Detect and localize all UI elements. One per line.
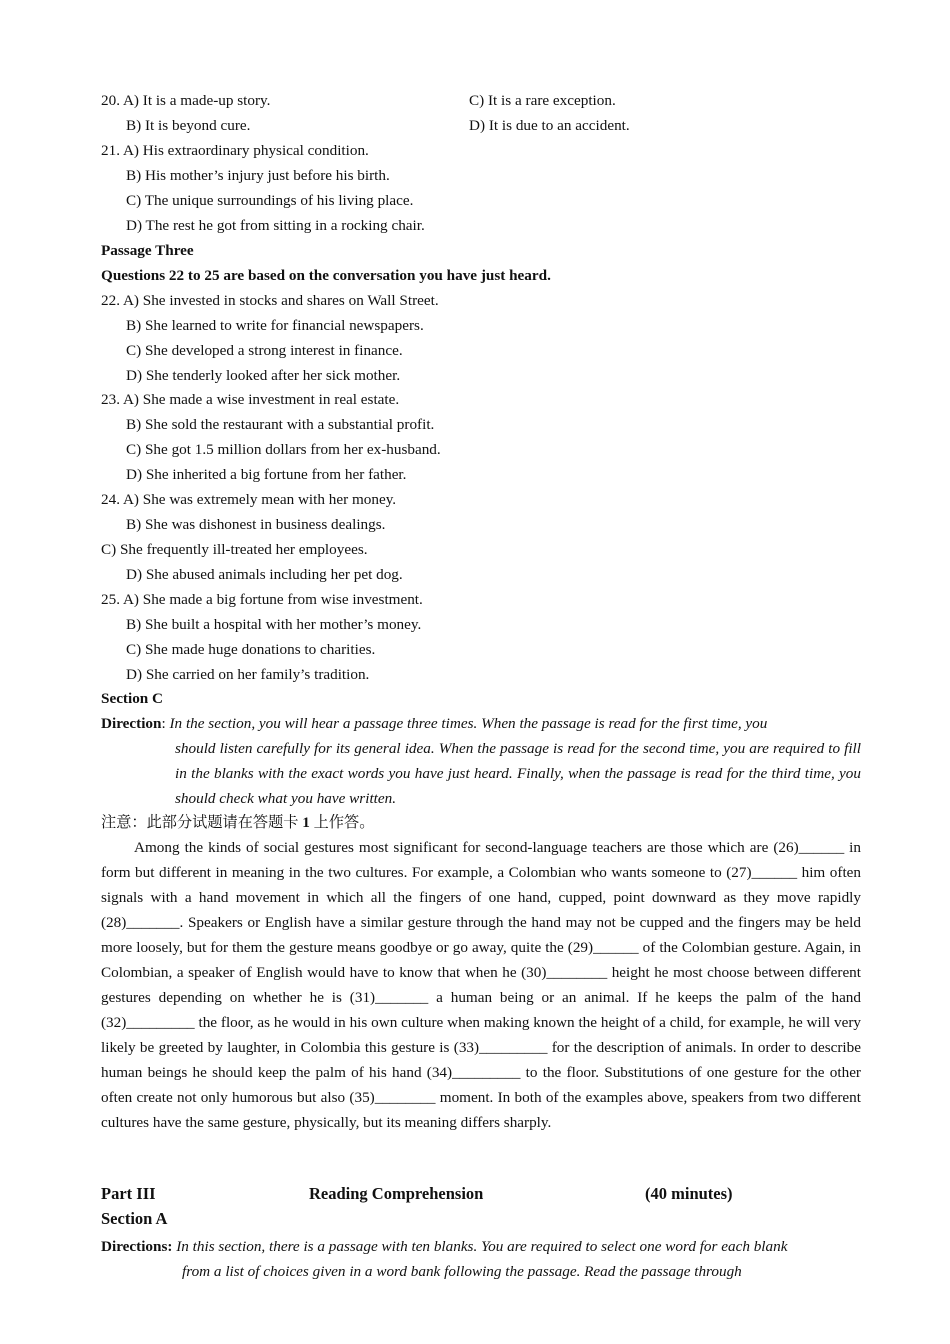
passage-three-title: Passage Three: [101, 242, 194, 259]
q25-option-b: B) She built a hospital with her mother’s money.: [126, 616, 422, 633]
section-c-direction-body: should listen carefully for its general idea. When the passage is read for the second time, you are required to fill in the blanks with the exact words you have just heard. Finally, when the passage is read for the third time, you should check what you have written.: [175, 740, 861, 807]
q24-option-d: D) She abused animals including her pet dog.: [126, 566, 403, 583]
q23-option-d: D) She inherited a big fortune from her father.: [126, 466, 407, 483]
q23-option-c: C) She got 1.5 million dollars from her ex-husband.: [126, 441, 441, 458]
note-pre: 注意：此部分试题请在答题卡: [101, 814, 303, 831]
part-number: Part III: [101, 1184, 156, 1203]
direction-label: Direction: [101, 715, 162, 732]
section-a-directions-first-line: [101, 1237, 787, 1257]
q25-option-d: D) She carried on her family’s tradition.: [126, 666, 370, 683]
q23-option-b: B) She sold the restaurant with a substantial profit.: [126, 416, 435, 433]
direction-text-first: In the section, you will hear a passage three times. When the passage is read for the first time, you: [169, 715, 768, 732]
q22-option-d: D) She tenderly looked after her sick mother.: [126, 367, 401, 384]
part-title: Reading Comprehension: [309, 1184, 484, 1203]
q25-option-a: 25. A) She made a big fortune from wise investment.: [101, 591, 423, 608]
q22-option-b: B) She learned to write for financial newspapers.: [126, 317, 424, 334]
section-c-title: Section C: [101, 690, 164, 707]
dictation-passage: Among the kinds of social gestures most significant for second-language teachers are those which are (26)______ in form but different in meaning in the two cultures. For example, a Colombian who wants someone to (27)______ him often signals with a hand movement in which all the fingers of one hand, cupped, point downward as they move rapidly (28)_______. Speakers or English have a similar gesture through the hand may not be cupped and the fingers may be held more loosely, but for them the gesture means goodbye or go away, quite the (29)______ of the Colombian gesture. Again, in Colombian, a speaker of English would have to know that when he (30)________ height he most choose between different gestures depending on whether he is (31)_______ a human being or an animal. If he keeps the palm of the hand (32)_________ the floor, as he would in his own culture when making known the height of a child, for example, he will very likely be greeted by laughter, in Colombia this gesture is (33)_________ for the description of animals. In order to describe human beings he should keep the palm of his hand (34)_________ to the floor. Substitutions of one gesture for the other often create not only humorous but also (35)________ moment. In both of the examples above, speakers from two different cultures have the same gesture, physically, but its meaning differs sharply.: [101, 839, 861, 1131]
q21-option-c: C) The unique surroundings of his living place.: [126, 192, 414, 209]
q21-option-d: D) The rest he got from sitting in a rocking chair.: [126, 217, 425, 234]
q20-option-c: C) It is a rare exception.: [469, 92, 616, 109]
q23-option-a: 23. A) She made a wise investment in real estate.: [101, 391, 400, 408]
q20-option-d: D) It is due to an accident.: [469, 117, 630, 134]
q22-option-c: C) She developed a strong interest in finance.: [126, 342, 403, 359]
section-a-title: Section A: [101, 1209, 168, 1228]
note-number: 1: [302, 814, 310, 831]
q24-option-c: C) She frequently ill-treated her employees.: [101, 541, 368, 558]
q21-option-a: 21. A) His extraordinary physical condition.: [101, 142, 369, 159]
direction-colon: :: [161, 715, 166, 732]
part-time: (40 minutes): [645, 1184, 733, 1203]
answer-sheet-note: [101, 813, 374, 833]
section-a-directions-body: from a list of choices given in a word bank following the passage. Read the passage through: [182, 1263, 742, 1280]
q20-option-b: B) It is beyond cure.: [126, 117, 251, 134]
q20-option-a: 20. A) It is a made-up story.: [101, 92, 271, 109]
q25-option-c: C) She made huge donations to charities.: [126, 641, 376, 658]
directions-text-first: In this section, there is a passage with ten blanks. You are required to select one word for each blank: [176, 1238, 788, 1255]
q24-option-a: 24. A) She was extremely mean with her money.: [101, 491, 397, 508]
passage-three-instruction: Questions 22 to 25 are based on the conversation you have just heard.: [101, 267, 551, 284]
section-c-direction-first-line: [101, 714, 767, 734]
q22-option-a: 22. A) She invested in stocks and shares on Wall Street.: [101, 292, 439, 309]
q21-option-b: B) His mother’s injury just before his birth.: [126, 167, 390, 184]
directions-label: Directions:: [101, 1238, 173, 1255]
note-post: 上作答。: [309, 814, 375, 831]
q24-option-b: B) She was dishonest in business dealings.: [126, 516, 386, 533]
